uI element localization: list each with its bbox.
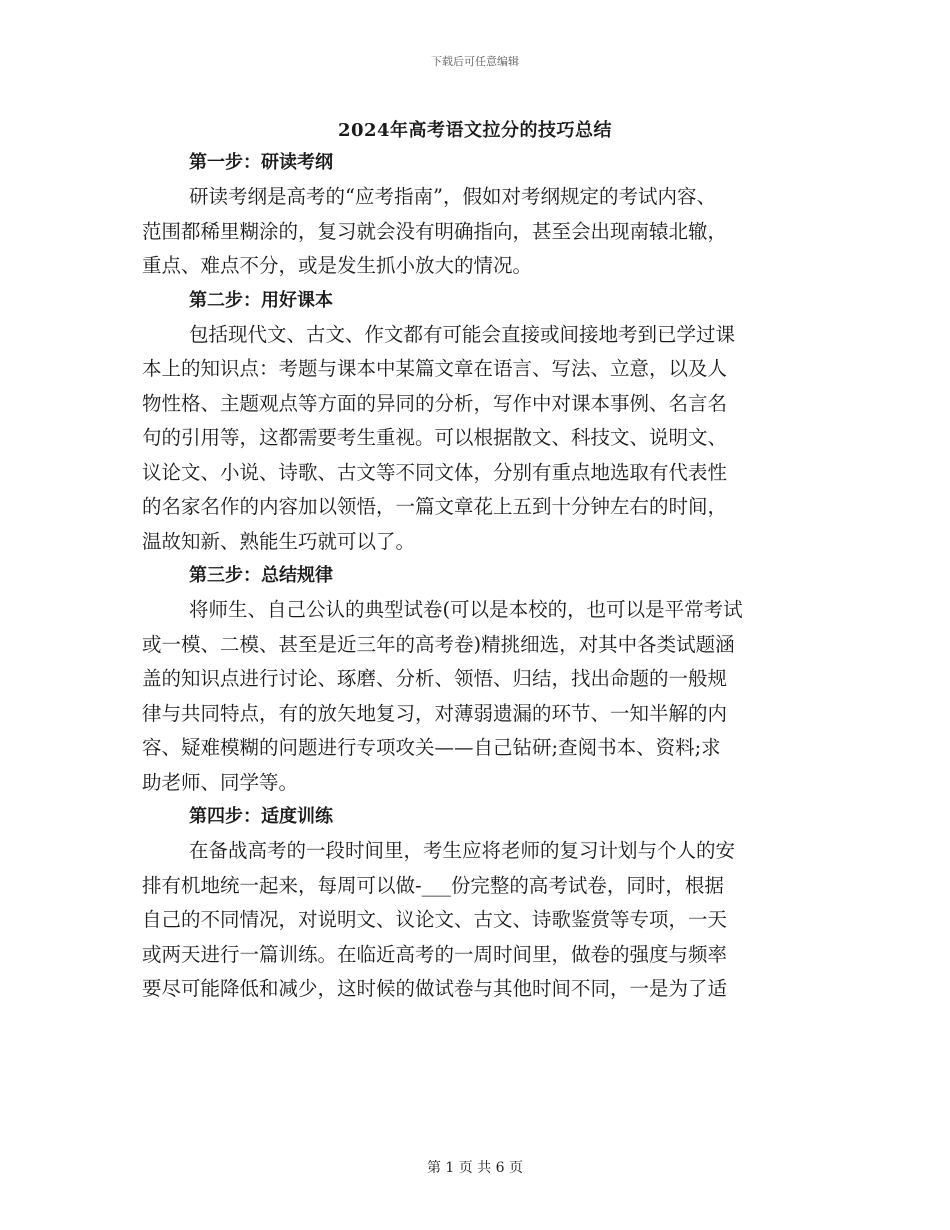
section-3: [142, 559, 802, 800]
paragraph-line: 研读考纲是高考的“应考指南”，假如对考纲规定的考试内容、: [189, 185, 716, 208]
paragraph-line: 排有机地统一起来，每周可以做-___份完整的高考试卷，同时，根据: [142, 873, 724, 897]
paragraph-line: 议论文、小说、诗歌、古文等不同文体，分别有重点地选取有代表性: [142, 460, 728, 484]
document-body: [142, 146, 802, 1007]
section-paragraph: [142, 834, 802, 1007]
paragraph-line: 将师生、自己公认的典型试卷(可以是本校的，也可以是平常考试: [189, 598, 743, 621]
page-footer: 第 1 页 共 6 页: [426, 1160, 524, 1176]
paragraph-line: 重点、难点不分，或是发生抓小放大的情况。: [142, 254, 533, 277]
paragraph-line: 范围都稀里糊涂的，复习就会没有明确指向，甚至会出现南辕北辙，: [142, 219, 728, 243]
paragraph-line: 的名家名作的内容加以领悟，一篇文章花上五到十分钟左右的时间，: [142, 495, 728, 518]
section-4: [142, 800, 802, 1007]
section-paragraph: [142, 180, 802, 284]
section-paragraph: [142, 593, 802, 800]
paragraph-line: 助老师、同学等。: [142, 770, 299, 794]
paragraph-line: 律与共同特点，有的放矢地复习，对薄弱遗漏的环节、一知半解的内: [142, 701, 728, 725]
section-heading: 第一步：研读考纲: [189, 152, 333, 173]
document-title: 2024年高考语文拉分的技巧总结: [337, 120, 613, 141]
paragraph-line: 物性格、主题观点等方面的异同的分析，写作中对课本事例、名言名: [142, 391, 728, 415]
paragraph-line: 或一模、二模、甚至是近三年的高考卷)精挑细选，对其中各类试题涵: [142, 632, 735, 656]
header-note: 下载后可任意编辑: [431, 55, 519, 68]
paragraph-line: 或两天进行一篇训练。在临近高考的一周时间里，做卷的强度与频率: [142, 942, 728, 966]
paragraph-line: 要尽可能降低和减少，这时候的做试卷与其他时间不同，一是为了适: [142, 977, 728, 1000]
paragraph-line: 本上的知识点：考题与课本中某篇文章在语言、写法、立意，以及人: [142, 357, 728, 380]
paragraph-line: 盖的知识点进行讨论、琢磨、分析、领悟、归结，找出命题的一般规: [142, 667, 728, 690]
section-heading: 第三步：总结规律: [189, 565, 333, 586]
paragraph-line: 在备战高考的一段时间里，考生应将老师的复习计划与个人的安: [189, 839, 736, 862]
paragraph-line: 自己的不同情况，对说明文、议论文、古文、诗歌鉴赏等专项，一天: [142, 908, 728, 931]
section-heading: 第二步：用好课本: [189, 289, 333, 311]
section-heading: 第四步：适度训练: [189, 806, 333, 827]
paragraph-line: 容、疑难模糊的问题进行专项攻关——自己钻研;查阅书本、资料;求: [142, 736, 721, 759]
section-1: [142, 146, 802, 284]
paragraph-line: 包括现代文、古文、作文都有可能会直接或间接地考到已学过课: [189, 322, 736, 346]
section-2: [142, 284, 802, 560]
paragraph-line: 温故知新、熟能生巧就可以了。: [142, 529, 416, 553]
section-paragraph: [142, 318, 802, 560]
paragraph-line: 句的引用等，这都需要考生重视。可以根据散文、科技文、说明文、: [142, 426, 728, 449]
